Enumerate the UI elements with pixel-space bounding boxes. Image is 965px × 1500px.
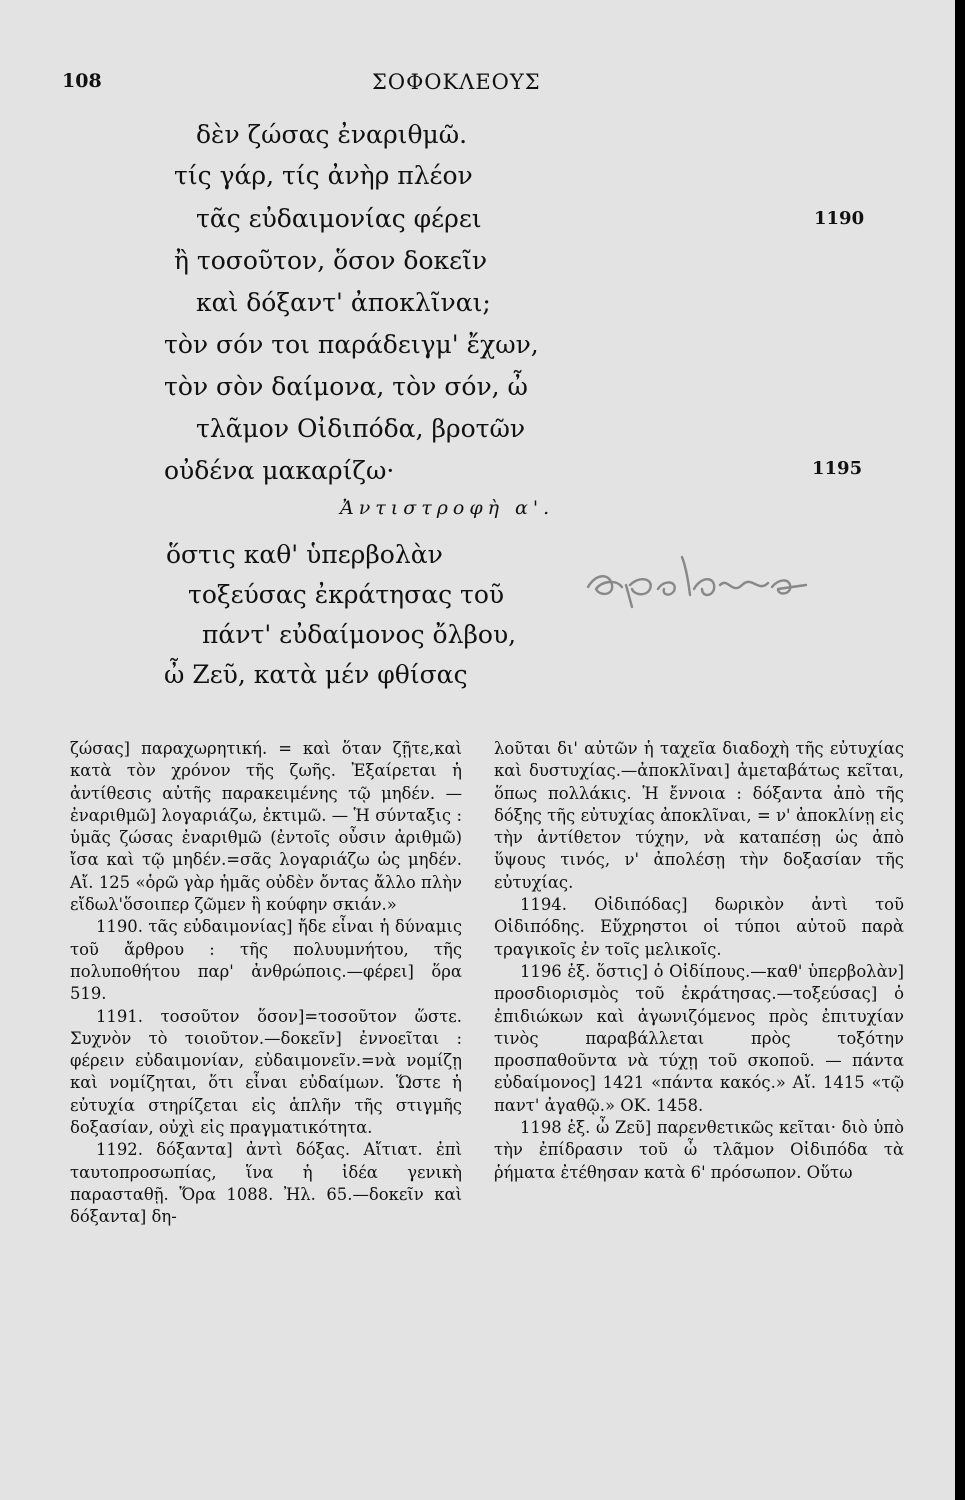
running-title: ΣΟΦΟΚΛΕΟΥΣ bbox=[372, 70, 541, 94]
verse-line: τὸν σόν τοι παράδειγμ' ἔχων, bbox=[164, 330, 539, 359]
commentary-paragraph: 1192. δόξαντα] ἀντὶ δόξας. Αἴτιατ. ἐπὶ ταυτοπροσωπίας, ἵνα ἡ ἰδέα γενικὴ παρασταθῇ. Ὅρα 1088. Ἠλ. 65.—δοκεῖν καὶ δόξαντα] δη- bbox=[70, 1140, 462, 1227]
commentary-right-column bbox=[494, 738, 904, 1184]
commentary-paragraph: 1196 ἑξ. ὅστις] ὁ Οἰδίπους.—καθ' ὑπερβολὰν] προσδιορισμὸς τοῦ ἐκράτησας.—τοξεύσας] ὁ ἐπιδιώκων καὶ ἀγωνιζόμενος πρὸς ἐπιτυχίαν τινὸς παραβάλλεται πρὸς τοξότην προσπαθοῦντα νὰ τύχῃ τοῦ σκοποῦ. — πάντα εὐδαίμονος] 1421 «πάντα κακός.» Αἴ. 1415 «τῷ παντ' ἀγαθῷ.» ΟΚ. 1458. bbox=[494, 961, 904, 1115]
verse-line: οὐδένα μακαρίζω· bbox=[164, 456, 395, 485]
verse-line: τίς γάρ, τίς ἀνὴρ πλέον bbox=[174, 161, 473, 190]
commentary-paragraph: 1191. τοσοῦτον ὅσον]=τοσοῦτον ὥστε. Συχνὸν τὸ τοιοῦτον.—δοκεῖν] ἐννοεῖται : φέρειν εὐδαιμονίαν, εὐδαιμονεῖν.=νὰ νομίζῃ καὶ νομίζηται, ὅτι εἶναι εὐδαίμων. Ὥστε ἡ εὐτυχία στηρίζεται εἰς ἁπλῆν τῆς στιγμῆς δοξασίαν, οὐχὶ εἰς πραγματικότητα. bbox=[70, 1006, 462, 1138]
verse-line: δὲν ζώσας ἐναριθμῶ. bbox=[196, 120, 468, 149]
verse-line: τοξεύσας ἐκράτησας τοῦ bbox=[188, 580, 505, 609]
verse-line: τὸν σὸν δαίμονα, τὸν σόν, ὦ bbox=[164, 372, 528, 401]
commentary-paragraph: 1190. τᾶς εὐδαιμονίας] ἤδε εἶναι ἡ δύναμις τοῦ ἄρθρου : τῆς πολυυμνήτου, τῆς πολυποθήτου παρ' ἀνθρώποις.—φέρει] ὅρα 519. bbox=[70, 917, 462, 1004]
commentary-paragraph: λοῦται δι' αὐτῶν ἡ ταχεῖα διαδοχὴ τῆς εὐτυχίας καὶ δυστυχίας.—ἀποκλῖναι] ἀμεταβάτως κεῖται, ὅπως πολλάκις. Ἡ ἔννοια : δόξαντα ἀπὸ τῆς δόξης τῆς εὐτυχίας ἀποκλῖναι, = ν' ἀποκλίνῃ εἰς τὴν ἀντίθετον τύχην, νὰ καταπέσῃ ὡς ἀπὸ ὕψους τινός, ν' ἀπολέσῃ τὴν δοξασίαν τῆς εὐτυχίας. bbox=[494, 739, 904, 892]
handwritten-note bbox=[582, 545, 822, 619]
verse-line: πάντ' εὐδαίμονος ὄλβου, bbox=[202, 620, 517, 649]
verse-line: ἢ τοσοῦτον, ὅσον δοκεῖν bbox=[174, 246, 488, 275]
commentary-paragraph: ζώσας] παραχωρητική. = καὶ ὅταν ζῇτε,καὶ κατὰ τὸν χρόνον τῆς ζωῆς. Ἐξαίρεται ἡ ἀντίθεσις αὐτῆς παρακειμένης τῷ μηδέν. — ἐναριθμῶ] λογαριάζω, ἐκτιμῶ. — Ἡ σύνταξις : ὑμᾶς ζώσας ἐναριθμῶ (ἐντοῖς οὖσιν ἀριθμῶ) ἴσα καὶ τῷ μηδέν.=σᾶς λογαριάζω ὡς μηδέν. Αἴ. 125 «ὁρῶ γὰρ ἡμᾶς οὐδὲν ὄντας ἄλλο πλὴν εἴδωλ'ὅσοιπερ ζῶμεν ἢ κούφην σκιάν.» bbox=[70, 739, 462, 915]
line-number-1195: 1195 bbox=[812, 458, 863, 479]
handwritten-note-text: ἀφελήσει bbox=[680, 604, 724, 614]
line-number-1190: 1190 bbox=[814, 208, 865, 229]
verse-line: τλᾶμον Οἰδιπόδα, βροτῶν bbox=[196, 414, 526, 443]
page-number: 108 bbox=[62, 70, 102, 92]
page-header bbox=[0, 70, 955, 100]
verse-line: ὦ Ζεῦ, κατὰ μέν φθίσας bbox=[164, 660, 468, 689]
verse-line: ὅστις καθ' ὑπερβολὰν bbox=[166, 540, 443, 569]
handwritten-note-graphic bbox=[582, 545, 822, 615]
commentary-paragraph: 1194. Οἰδιπόδας] δωρικὸν ἀντὶ τοῦ Οἰδιπόδης. Εὔχρηστοι οἱ τύποι αὐτοῦ παρὰ τραγικοῖς ἐν τοῖς μελικοῖς. bbox=[494, 895, 904, 959]
section-heading-antistrophe: Ἀντιστροφὴ α'. bbox=[340, 497, 555, 519]
verse-line: καὶ δόξαντ' ἀποκλῖναι; bbox=[196, 288, 491, 317]
verse-line: τᾶς εὐδαιμονίας φέρει bbox=[196, 204, 482, 233]
commentary-paragraph: 1198 ἑξ. ὦ Ζεῦ] παρενθετικῶς κεῖται· διὸ ὑπὸ τὴν ἐπίδρασιν τοῦ ὦ τλᾶμον Οἰδιπόδα τὰ ῥήματα ἐτέθησαν κατὰ 6' πρόσωπον. Οὕτω bbox=[494, 1118, 904, 1182]
commentary-left-column bbox=[70, 738, 462, 1229]
